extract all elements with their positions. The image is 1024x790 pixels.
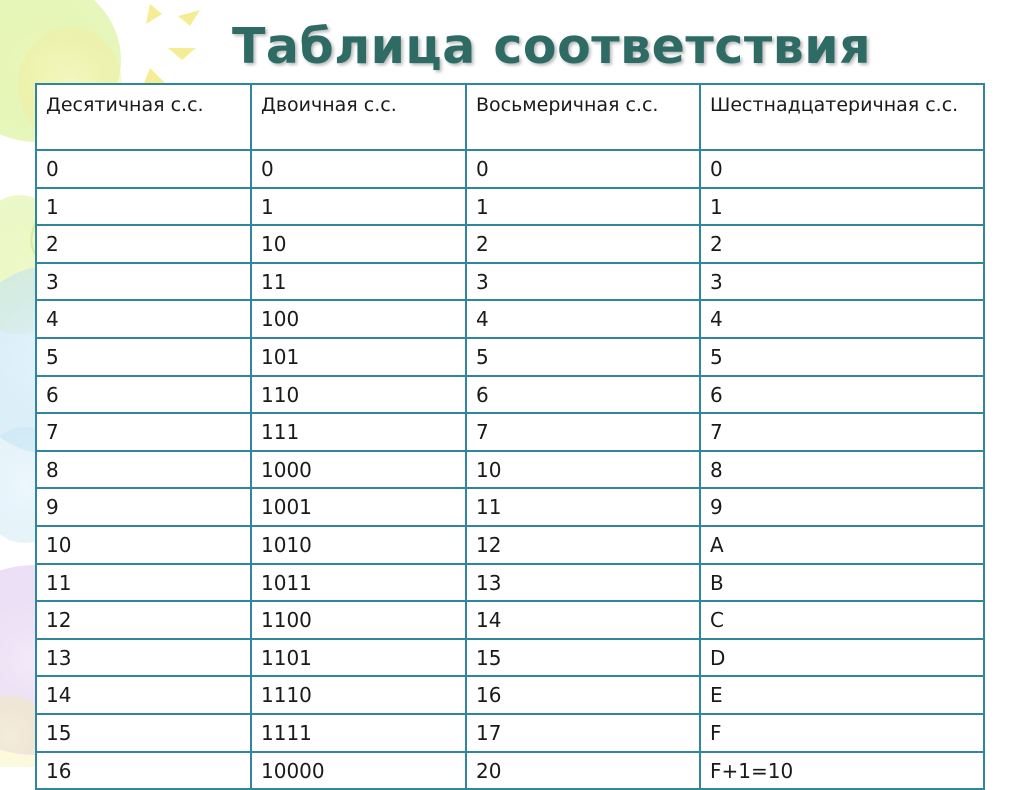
cell-binary: 101 [251, 338, 466, 376]
table-body [36, 150, 984, 789]
cell-decimal: 14 [36, 676, 251, 714]
cell-hex: 1 [700, 188, 984, 226]
cell-hex: 6 [700, 376, 984, 414]
table-row [36, 601, 984, 639]
cell-binary: 1110 [251, 676, 466, 714]
conversion-table [35, 83, 985, 790]
table-row [36, 225, 984, 263]
cell-binary: 1100 [251, 601, 466, 639]
cell-decimal: 10 [36, 526, 251, 564]
cell-octal: 11 [466, 488, 700, 526]
table-header-row [36, 84, 984, 150]
table-row [36, 300, 984, 338]
cell-hex: A [700, 526, 984, 564]
cell-decimal: 4 [36, 300, 251, 338]
cell-octal: 2 [466, 225, 700, 263]
cell-hex: 2 [700, 225, 984, 263]
header-octal: Восьмеричная с.с. [466, 84, 700, 150]
cell-hex: D [700, 639, 984, 677]
table-row [36, 676, 984, 714]
header-binary: Двоичная с.с. [251, 84, 466, 150]
table-row [36, 188, 984, 226]
cell-octal: 3 [466, 263, 700, 301]
cell-binary: 1111 [251, 714, 466, 752]
cell-binary: 1011 [251, 564, 466, 602]
cell-binary: 0 [251, 150, 466, 188]
cell-octal: 20 [466, 752, 700, 790]
table-row [36, 451, 984, 489]
cell-decimal: 8 [36, 451, 251, 489]
cell-hex: C [700, 601, 984, 639]
cell-decimal: 6 [36, 376, 251, 414]
cell-binary: 111 [251, 413, 466, 451]
table-row [36, 263, 984, 301]
cell-hex: 5 [700, 338, 984, 376]
table-row [36, 526, 984, 564]
cell-octal: 12 [466, 526, 700, 564]
cell-octal: 15 [466, 639, 700, 677]
cell-decimal: 9 [36, 488, 251, 526]
cell-octal: 7 [466, 413, 700, 451]
table-row [36, 488, 984, 526]
table-row [36, 413, 984, 451]
cell-octal: 16 [466, 676, 700, 714]
cell-hex: 7 [700, 413, 984, 451]
cell-binary: 1010 [251, 526, 466, 564]
cell-octal: 13 [466, 564, 700, 602]
cell-decimal: 5 [36, 338, 251, 376]
cell-octal: 4 [466, 300, 700, 338]
cell-decimal: 16 [36, 752, 251, 790]
cell-decimal: 15 [36, 714, 251, 752]
cell-hex: F+1=10 [700, 752, 984, 790]
cell-binary: 10 [251, 225, 466, 263]
cell-octal: 1 [466, 188, 700, 226]
table-row [36, 714, 984, 752]
cell-decimal: 13 [36, 639, 251, 677]
cell-octal: 5 [466, 338, 700, 376]
cell-octal: 10 [466, 451, 700, 489]
cell-binary: 11 [251, 263, 466, 301]
cell-binary: 110 [251, 376, 466, 414]
cell-binary: 1101 [251, 639, 466, 677]
cell-decimal: 11 [36, 564, 251, 602]
cell-hex: 4 [700, 300, 984, 338]
cell-hex: F [700, 714, 984, 752]
table-row [36, 150, 984, 188]
cell-binary: 1001 [251, 488, 466, 526]
cell-octal: 6 [466, 376, 700, 414]
table-row [36, 376, 984, 414]
cell-binary: 1000 [251, 451, 466, 489]
conversion-table-container [35, 83, 985, 790]
cell-decimal: 7 [36, 413, 251, 451]
table-row [36, 338, 984, 376]
cell-octal: 17 [466, 714, 700, 752]
cell-hex: B [700, 564, 984, 602]
cell-binary: 100 [251, 300, 466, 338]
cell-hex: 0 [700, 150, 984, 188]
table-row [36, 564, 984, 602]
cell-octal: 0 [466, 150, 700, 188]
cell-hex: 9 [700, 488, 984, 526]
cell-hex: E [700, 676, 984, 714]
cell-decimal: 0 [36, 150, 251, 188]
slide-title: Таблица соответствия [232, 18, 872, 75]
cell-hex: 8 [700, 451, 984, 489]
cell-decimal: 12 [36, 601, 251, 639]
cell-decimal: 1 [36, 188, 251, 226]
cell-hex: 3 [700, 263, 984, 301]
cell-decimal: 2 [36, 225, 251, 263]
header-decimal: Десятичная с.с. [36, 84, 251, 150]
cell-binary: 1 [251, 188, 466, 226]
header-hexadecimal: Шестнадцатеричная с.с. [700, 84, 984, 150]
table-row [36, 752, 984, 790]
cell-octal: 14 [466, 601, 700, 639]
cell-decimal: 3 [36, 263, 251, 301]
cell-binary: 10000 [251, 752, 466, 790]
table-row [36, 639, 984, 677]
